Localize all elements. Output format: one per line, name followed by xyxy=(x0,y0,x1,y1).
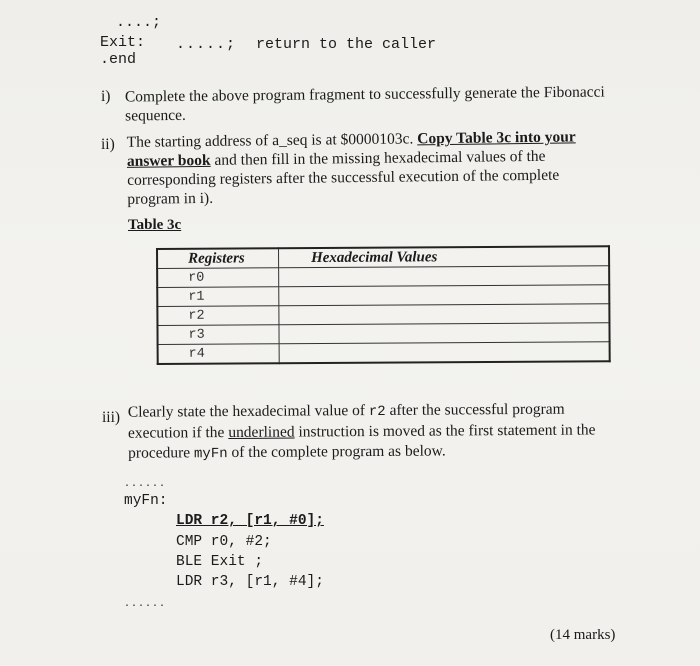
code-dots-top: ...... xyxy=(124,479,167,490)
question-iii-text-mid: after the successful program execution if the xyxy=(127,400,565,442)
exit-label: Exit: xyxy=(100,34,146,51)
question-iii-text xyxy=(128,399,618,464)
question-iii-text-mid2: instruction is moved as the first statement in the procedure xyxy=(128,421,596,462)
table-title: Table 3c xyxy=(128,217,182,233)
proc-label: myFn: xyxy=(124,493,168,509)
header-registers: Registers xyxy=(157,248,279,268)
registers-table xyxy=(156,245,611,365)
question-i-text: Complete the above program fragment to successfully generate the Fibonacci sequence. xyxy=(124,83,605,125)
hex-value-cell xyxy=(279,285,610,306)
question-ii-text xyxy=(127,127,606,209)
hex-value-cell xyxy=(279,266,610,287)
question-iii-text-start: Clearly state the hexadecimal value of xyxy=(127,402,369,421)
table-row xyxy=(158,342,610,364)
question-iii-proc-name: myFn xyxy=(193,446,228,463)
code-line: CMP r0, #2; xyxy=(176,534,272,550)
exit-comment: return to the caller xyxy=(256,36,437,53)
hex-value-cell xyxy=(279,342,610,364)
end-directive: .end xyxy=(100,51,137,68)
question-ii-number: ii) xyxy=(101,136,115,153)
register-cell: r2 xyxy=(157,306,279,326)
question-ii-text-end: and then fill in the missing hexadecimal values of the corresponding registers after the successful execution of the complete program in i). xyxy=(127,147,560,208)
question-ii-text-start: The starting address of a_seq is at $0000103c. xyxy=(126,130,418,151)
exit-instruction-dots: .....; xyxy=(176,36,237,53)
code-line-underlined: LDR r2, [r1, #0]; xyxy=(176,513,324,529)
question-iii-underlined-word: underlined xyxy=(228,423,295,442)
header-hex-values: Hexadecimal Values xyxy=(279,246,610,268)
question-iii-text-end: of the complete program as below. xyxy=(227,442,446,462)
hex-value-cell xyxy=(279,323,610,344)
question-iii-number: iii) xyxy=(102,409,121,426)
marks-label: (14 marks) xyxy=(550,627,616,643)
hex-value-cell xyxy=(279,304,610,325)
code-ellipsis-line: ....; xyxy=(116,14,162,31)
code-dots-bottom: ...... xyxy=(124,599,167,610)
code-line: LDR r3, [r1, #4]; xyxy=(176,574,324,590)
question-ii-instruction: Copy Table 3c into your answer book xyxy=(126,128,576,170)
code-line: BLE Exit ; xyxy=(176,554,264,570)
register-cell: r1 xyxy=(157,287,279,307)
register-cell: r4 xyxy=(158,344,280,364)
register-cell: r3 xyxy=(157,325,279,345)
register-cell: r0 xyxy=(157,268,279,288)
question-iii-register: r2 xyxy=(368,403,386,421)
question-i-number: i) xyxy=(101,88,111,105)
